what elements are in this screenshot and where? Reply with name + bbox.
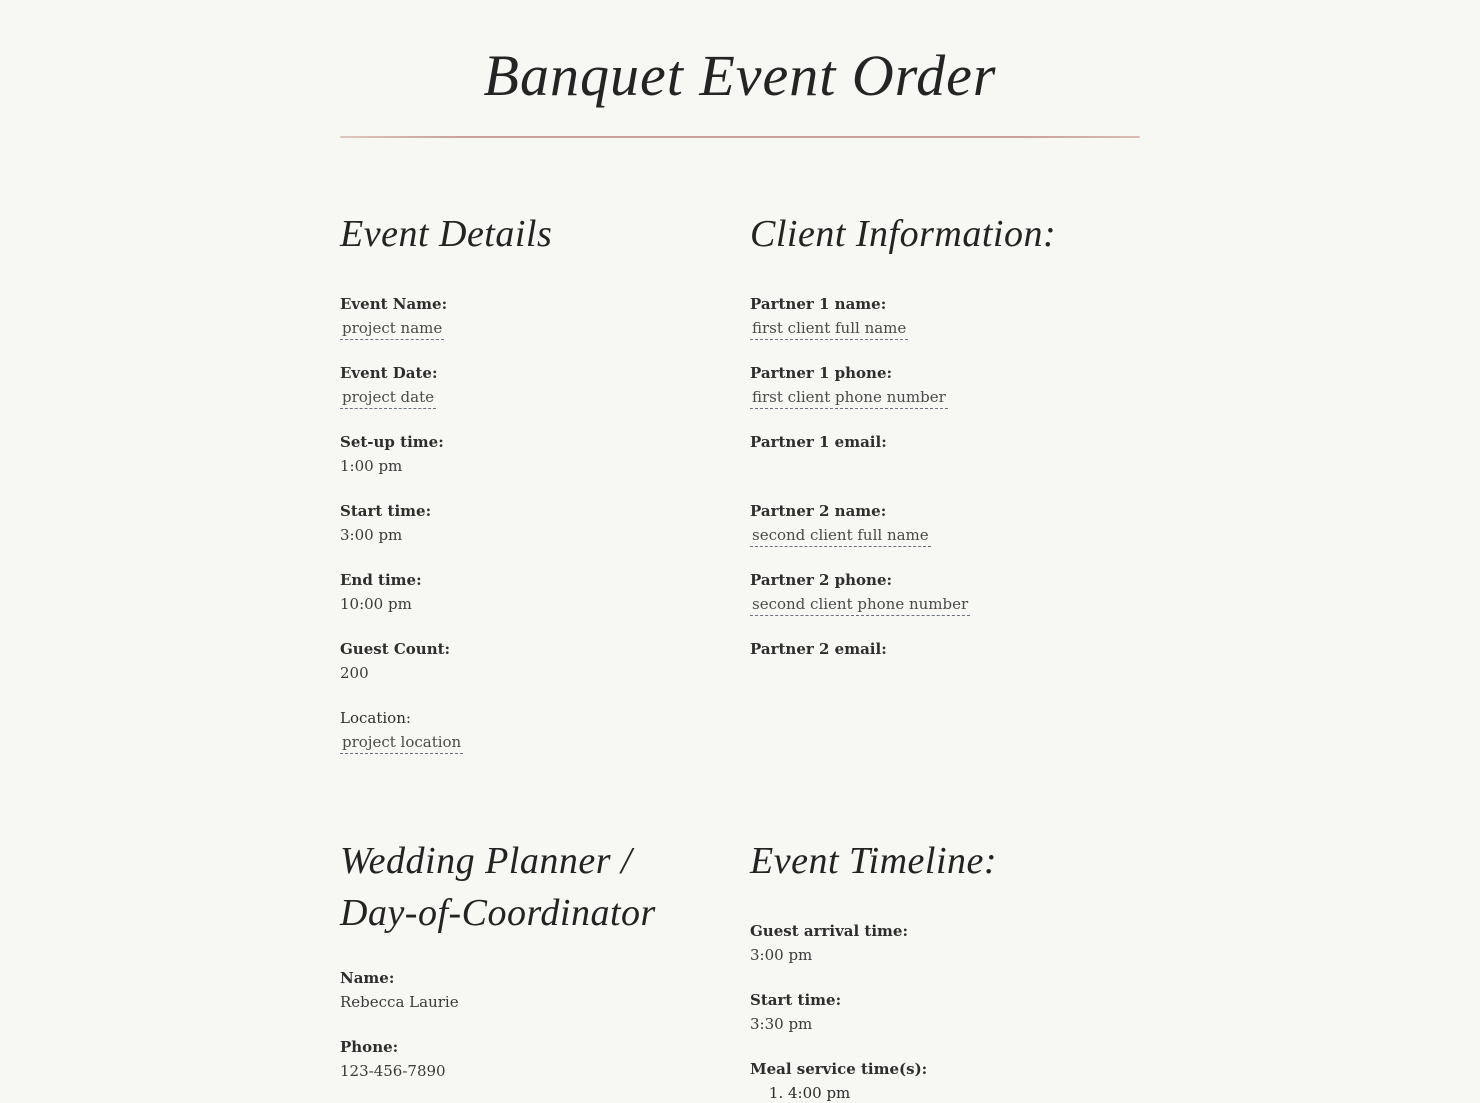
partner1-phone-placeholder[interactable]: first client phone number: [750, 387, 948, 409]
partner2-phone-placeholder[interactable]: second client phone number: [750, 594, 970, 616]
partner2-email-value: [750, 661, 1140, 685]
timeline-start-field: [750, 989, 1140, 1036]
location-placeholder[interactable]: project location: [340, 732, 463, 754]
partner1-name-placeholder[interactable]: first client full name: [750, 318, 908, 340]
timeline-heading: Event Timeline:: [750, 840, 998, 882]
partner1-email-value: [750, 454, 1140, 478]
partner2-email-field: [750, 638, 1140, 685]
event-date-placeholder[interactable]: project date: [340, 387, 436, 409]
arrival-field: [750, 920, 1140, 967]
partner2-phone-field: [750, 569, 1140, 616]
timeline-section: [750, 835, 1140, 1103]
end-time-value: 10:00 pm: [340, 595, 412, 613]
planner-heading: [340, 835, 720, 939]
planner-name-label: Name:: [340, 969, 395, 987]
location-label: Location:: [340, 709, 411, 727]
client-info-section: [750, 208, 1140, 685]
planner-name-value: Rebecca Laurie: [340, 993, 459, 1011]
planner-heading-line2: Day-of-Coordinator: [340, 892, 656, 934]
page-title: Banquet Event Order: [483, 43, 997, 108]
partner2-email-label: Partner 2 email:: [750, 640, 887, 658]
meal-service-label: Meal service time(s):: [750, 1060, 928, 1078]
partner1-email-label: Partner 1 email:: [750, 433, 887, 451]
guest-count-value: 200: [340, 664, 369, 682]
partner1-name-field: [750, 293, 1140, 340]
arrival-value: 3:00 pm: [750, 946, 813, 964]
event-date-label: Event Date:: [340, 364, 438, 382]
client-info-heading: Client Information:: [750, 213, 1057, 255]
meal-time-item: 1. 4:00 pm: [788, 1081, 1140, 1103]
planner-phone-field: [340, 1036, 720, 1083]
event-details-heading: Event Details: [340, 213, 553, 255]
title-divider: [340, 136, 1140, 138]
partner1-name-label: Partner 1 name:: [750, 295, 887, 313]
planner-phone-label: Phone:: [340, 1038, 399, 1056]
timeline-start-label: Start time:: [750, 991, 842, 1009]
meal-times-list: [750, 1081, 1140, 1103]
event-date-field: [340, 362, 720, 409]
setup-time-label: Set-up time:: [340, 433, 444, 451]
setup-time-field: [340, 431, 720, 478]
start-time-value: 3:00 pm: [340, 526, 403, 544]
partner2-name-label: Partner 2 name:: [750, 502, 887, 520]
partner2-name-placeholder[interactable]: second client full name: [750, 525, 931, 547]
event-name-field: [340, 293, 720, 340]
location-field: [340, 707, 720, 754]
planner-section: [340, 835, 720, 1083]
planner-heading-line1: Wedding Planner /: [340, 840, 633, 882]
end-time-label: End time:: [340, 571, 422, 589]
end-time-field: [340, 569, 720, 616]
partner2-name-field: [750, 500, 1140, 547]
meal-service-field: [750, 1058, 1140, 1103]
partner1-phone-label: Partner 1 phone:: [750, 364, 893, 382]
partner1-phone-field: [750, 362, 1140, 409]
guest-count-label: Guest Count:: [340, 640, 451, 658]
event-details-section: [340, 208, 720, 754]
timeline-start-value: 3:30 pm: [750, 1015, 813, 1033]
start-time-field: [340, 500, 720, 547]
event-name-placeholder[interactable]: project name: [340, 318, 444, 340]
partner2-phone-label: Partner 2 phone:: [750, 571, 893, 589]
partner1-email-field: [750, 431, 1140, 478]
event-name-label: Event Name:: [340, 295, 448, 313]
start-time-label: Start time:: [340, 502, 432, 520]
planner-name-field: [340, 967, 720, 1014]
guest-count-field: [340, 638, 720, 685]
planner-phone-value: 123-456-7890: [340, 1062, 446, 1080]
setup-time-value: 1:00 pm: [340, 457, 403, 475]
arrival-label: Guest arrival time:: [750, 922, 909, 940]
